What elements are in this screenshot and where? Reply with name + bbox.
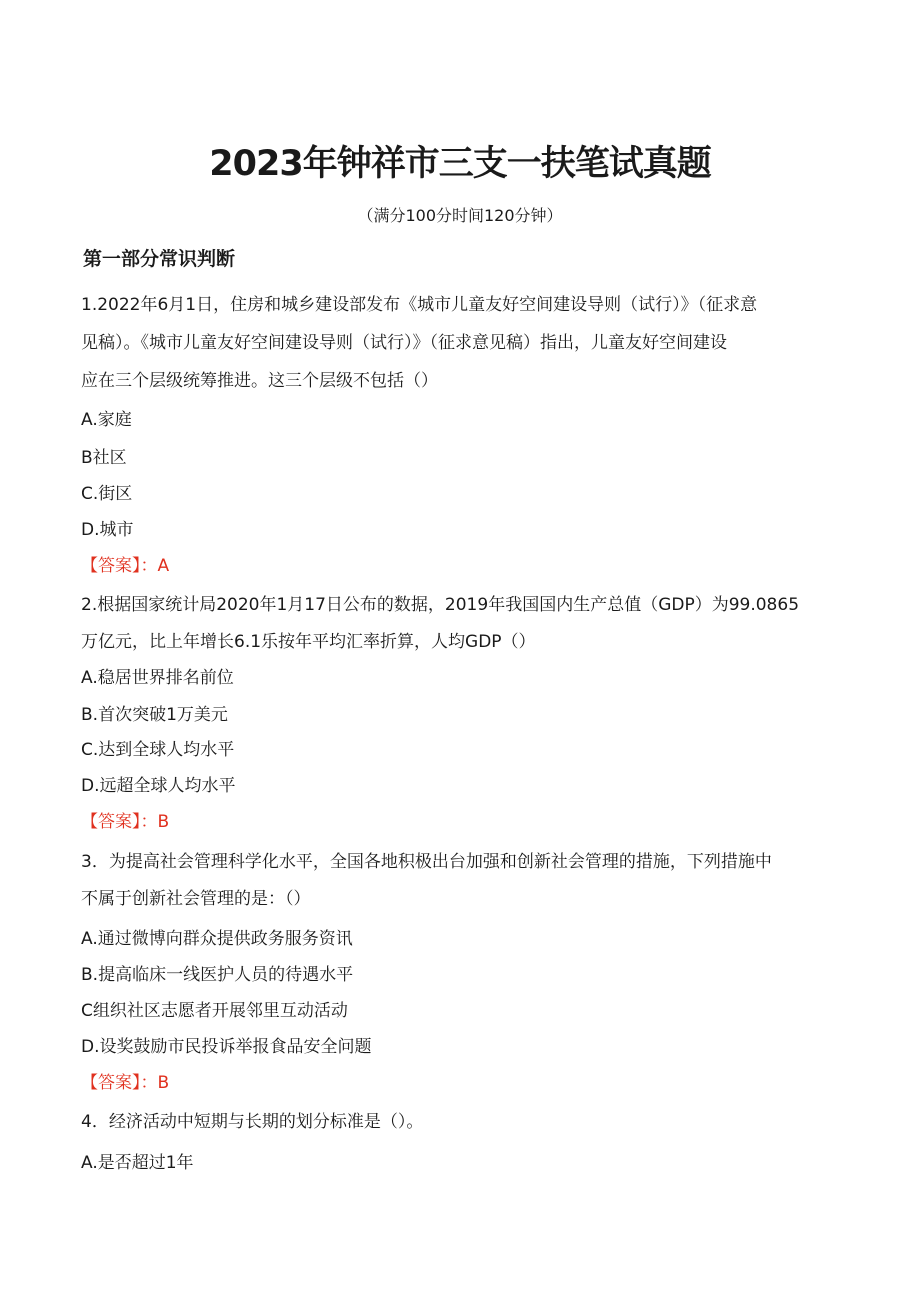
question-2-option-c: C.达到全球人均水平: [81, 740, 235, 760]
question-1-answer: 【答案】：A: [81, 556, 170, 576]
question-4-option-a: A.是否超过1年: [81, 1153, 194, 1173]
question-3-option-a: A.通过微博向群众提供政务服务资讯: [81, 929, 353, 949]
question-2-option-b: B.首次突破1万美元: [81, 705, 228, 725]
question-1-option-c: C.街区: [81, 484, 133, 504]
question-1-option-a: A.家庭: [81, 410, 132, 430]
question-2-stem-line-2: 万亿元，比上年增长6.1乐按年平均汇率折算，人均GDP（）: [81, 632, 536, 652]
question-3-stem-line-1: 3．为提高社会管理科学化水平，全国各地积极出台加强和创新社会管理的措施，下列措施中: [81, 852, 772, 872]
question-4-stem-line-1: 4．经济活动中短期与长期的划分标准是（）。: [81, 1112, 424, 1132]
question-3-option-b: B.提高临床一线医护人员的待遇水平: [81, 965, 354, 985]
question-2-stem-line-1: 2.根据国家统计局2020年1月17日公布的数据，2019年我国国内生产总值（GDP）为99.0865: [81, 595, 800, 615]
question-3-option-d: D.设奖鼓励市民投诉举报食品安全问题: [81, 1037, 372, 1057]
question-2-option-a: A.稳居世界排名前位: [81, 668, 234, 688]
section-heading: 第一部分常识判断: [83, 248, 236, 270]
question-3-option-c: C组织社区志愿者开展邻里互动活动: [81, 1001, 348, 1021]
question-1-option-b: B社区: [81, 448, 127, 468]
question-1-stem-line-3: 应在三个层级统筹推进。这三个层级不包括（）: [81, 371, 438, 391]
page-title: 2023年钟祥市三支一扶笔试真题: [209, 144, 711, 184]
question-1-stem-line-2: 见稿）。《城市儿童友好空间建设导则（试行）》（征求意见稿）指出，儿童友好空间建设: [81, 333, 727, 353]
question-1-option-d: D.城市: [81, 520, 134, 540]
page-subtitle: （满分100分时间120分钟）: [357, 206, 563, 225]
question-3-answer: 【答案】：B: [81, 1073, 170, 1093]
question-1-stem-line-1: 1.2022年6月1日，住房和城乡建设部发布《城市儿童友好空间建设导则（试行）》（征求意: [81, 295, 758, 315]
question-2-option-d: D.远超全球人均水平: [81, 776, 236, 796]
question-3-stem-line-2: 不属于创新社会管理的是：（）: [81, 889, 311, 909]
question-2-answer: 【答案】：B: [81, 812, 170, 832]
